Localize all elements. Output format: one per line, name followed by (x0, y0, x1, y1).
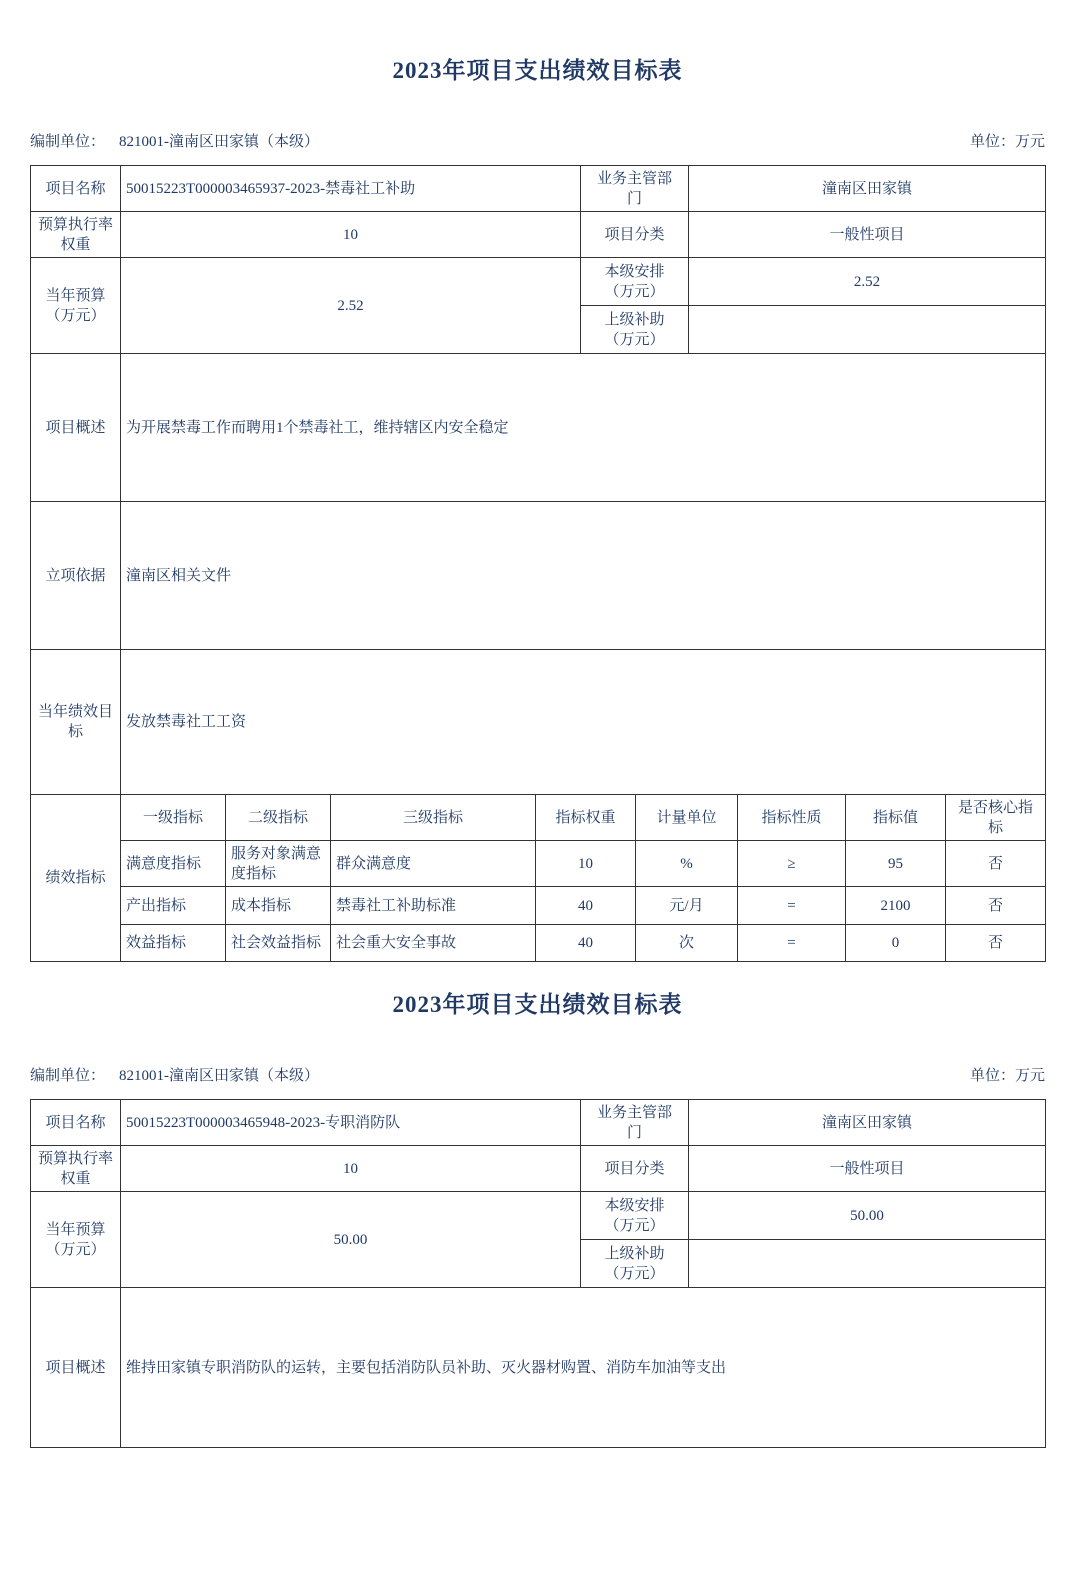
indicator-row (31, 925, 1046, 962)
indicator-cell: 40 (536, 887, 636, 925)
overview-value: 维持田家镇专职消防队的运转，主要包括消防队员补助、灭火器材购置、消防车加油等支出 (121, 1288, 1046, 1448)
table-row (31, 1146, 1046, 1192)
table-row (31, 1192, 1046, 1240)
local-arrange-label: 本级安排（万元） (581, 258, 689, 306)
budget-rate-label: 预算执行率权重 (31, 1146, 121, 1192)
dept-label: 业务主管部门 (581, 166, 689, 212)
overview-label: 项目概述 (31, 1288, 121, 1448)
indicator-cell: 效益指标 (121, 925, 226, 962)
indicator-row (31, 887, 1046, 925)
annual-budget-label: 当年预算（万元） (31, 1192, 121, 1288)
table-row (31, 166, 1046, 212)
budget-rate-value: 10 (121, 212, 581, 258)
indicators-header-cell: 指标性质 (738, 795, 846, 841)
indicator-cell: 否 (946, 841, 1046, 887)
report-section-1 (0, 55, 1075, 962)
indicators-header-cell: 计量单位 (636, 795, 738, 841)
indicator-cell: 群众满意度 (331, 841, 536, 887)
basis-value: 潼南区相关文件 (121, 502, 1046, 650)
project-name-label: 项目名称 (31, 1100, 121, 1146)
dept-value: 潼南区田家镇 (689, 1100, 1046, 1146)
indicator-cell: 禁毒社工补助标准 (331, 887, 536, 925)
indicator-cell: 95 (846, 841, 946, 887)
indicators-header-cell: 二级指标 (226, 795, 331, 841)
indicator-cell: 否 (946, 887, 1046, 925)
indicators-header-cell: 三级指标 (331, 795, 536, 841)
indicator-cell: = (738, 925, 846, 962)
superior-subsidy-label: 上级补助（万元） (581, 1240, 689, 1288)
budget-rate-value: 10 (121, 1146, 581, 1192)
overview-label: 项目概述 (31, 354, 121, 502)
local-arrange-value: 50.00 (689, 1192, 1046, 1240)
indicator-cell: 次 (636, 925, 738, 962)
project-name-value: 50015223T000003465937-2023-禁毒社工补助 (121, 166, 581, 212)
indicators-header-cell: 一级指标 (121, 795, 226, 841)
prepared-by (30, 1066, 319, 1086)
indicator-cell: 否 (946, 925, 1046, 962)
indicator-cell: 满意度指标 (121, 841, 226, 887)
indicator-cell: 成本指标 (226, 887, 331, 925)
project-info-table (30, 1099, 1046, 1448)
indicator-cell: 服务对象满意度指标 (226, 841, 331, 887)
table-row (31, 502, 1046, 650)
indicator-cell: 10 (536, 841, 636, 887)
budget-rate-label: 预算执行率权重 (31, 212, 121, 258)
superior-subsidy-value (689, 306, 1046, 354)
indicators-header-cell: 是否核心指标 (946, 795, 1046, 841)
indicator-cell: 社会效益指标 (226, 925, 331, 962)
indicator-cell: 40 (536, 925, 636, 962)
category-value: 一般性项目 (689, 212, 1046, 258)
goal-value: 发放禁毒社工工资 (121, 650, 1046, 795)
table-row (31, 1288, 1046, 1448)
overview-value: 为开展禁毒工作而聘用1个禁毒社工，维持辖区内安全稳定 (121, 354, 1046, 502)
local-arrange-label: 本级安排（万元） (581, 1192, 689, 1240)
meta-row (30, 1066, 1045, 1086)
meta-row (30, 132, 1045, 152)
category-value: 一般性项目 (689, 1146, 1046, 1192)
indicators-table (30, 794, 1046, 962)
dept-label: 业务主管部门 (581, 1100, 689, 1146)
table-row (31, 258, 1046, 306)
indicator-cell: 产出指标 (121, 887, 226, 925)
indicators-section-label: 绩效指标 (31, 795, 121, 962)
prepared-by-label: 编制单位： (30, 134, 106, 150)
prepared-by-value: 821001-潼南区田家镇（本级） (119, 134, 320, 150)
annual-budget-value: 2.52 (121, 258, 581, 354)
indicator-row (31, 841, 1046, 887)
table-row (31, 354, 1046, 502)
unit-label: 单位：万元 (969, 134, 1045, 150)
annual-budget-value: 50.00 (121, 1192, 581, 1288)
indicator-cell: ≥ (738, 841, 846, 887)
document-title: 2023年项目支出绩效目标表 (392, 58, 683, 83)
superior-subsidy-label: 上级补助（万元） (581, 306, 689, 354)
basis-label: 立项依据 (31, 502, 121, 650)
table-row (31, 1100, 1046, 1146)
prepared-by (30, 132, 319, 152)
indicators-header-cell: 指标权重 (536, 795, 636, 841)
indicator-cell: % (636, 841, 738, 887)
indicator-cell: 0 (846, 925, 946, 962)
project-name-label: 项目名称 (31, 166, 121, 212)
document-title: 2023年项目支出绩效目标表 (392, 992, 683, 1017)
indicator-cell: = (738, 887, 846, 925)
category-label: 项目分类 (581, 1146, 689, 1192)
indicators-header-row (31, 795, 1046, 841)
prepared-by-label: 编制单位： (30, 1068, 106, 1084)
report-section-2 (0, 989, 1075, 1448)
superior-subsidy-value (689, 1240, 1046, 1288)
indicator-cell: 元/月 (636, 887, 738, 925)
indicator-cell: 社会重大安全事故 (331, 925, 536, 962)
project-info-table (30, 165, 1046, 795)
unit-label: 单位：万元 (969, 1068, 1045, 1084)
category-label: 项目分类 (581, 212, 689, 258)
dept-value: 潼南区田家镇 (689, 166, 1046, 212)
project-name-value: 50015223T000003465948-2023-专职消防队 (121, 1100, 581, 1146)
indicator-cell: 2100 (846, 887, 946, 925)
prepared-by-value: 821001-潼南区田家镇（本级） (119, 1068, 320, 1084)
annual-budget-label: 当年预算（万元） (31, 258, 121, 354)
table-row (31, 650, 1046, 795)
goal-label: 当年绩效目标 (31, 650, 121, 795)
table-row (31, 212, 1046, 258)
local-arrange-value: 2.52 (689, 258, 1046, 306)
indicators-header-cell: 指标值 (846, 795, 946, 841)
